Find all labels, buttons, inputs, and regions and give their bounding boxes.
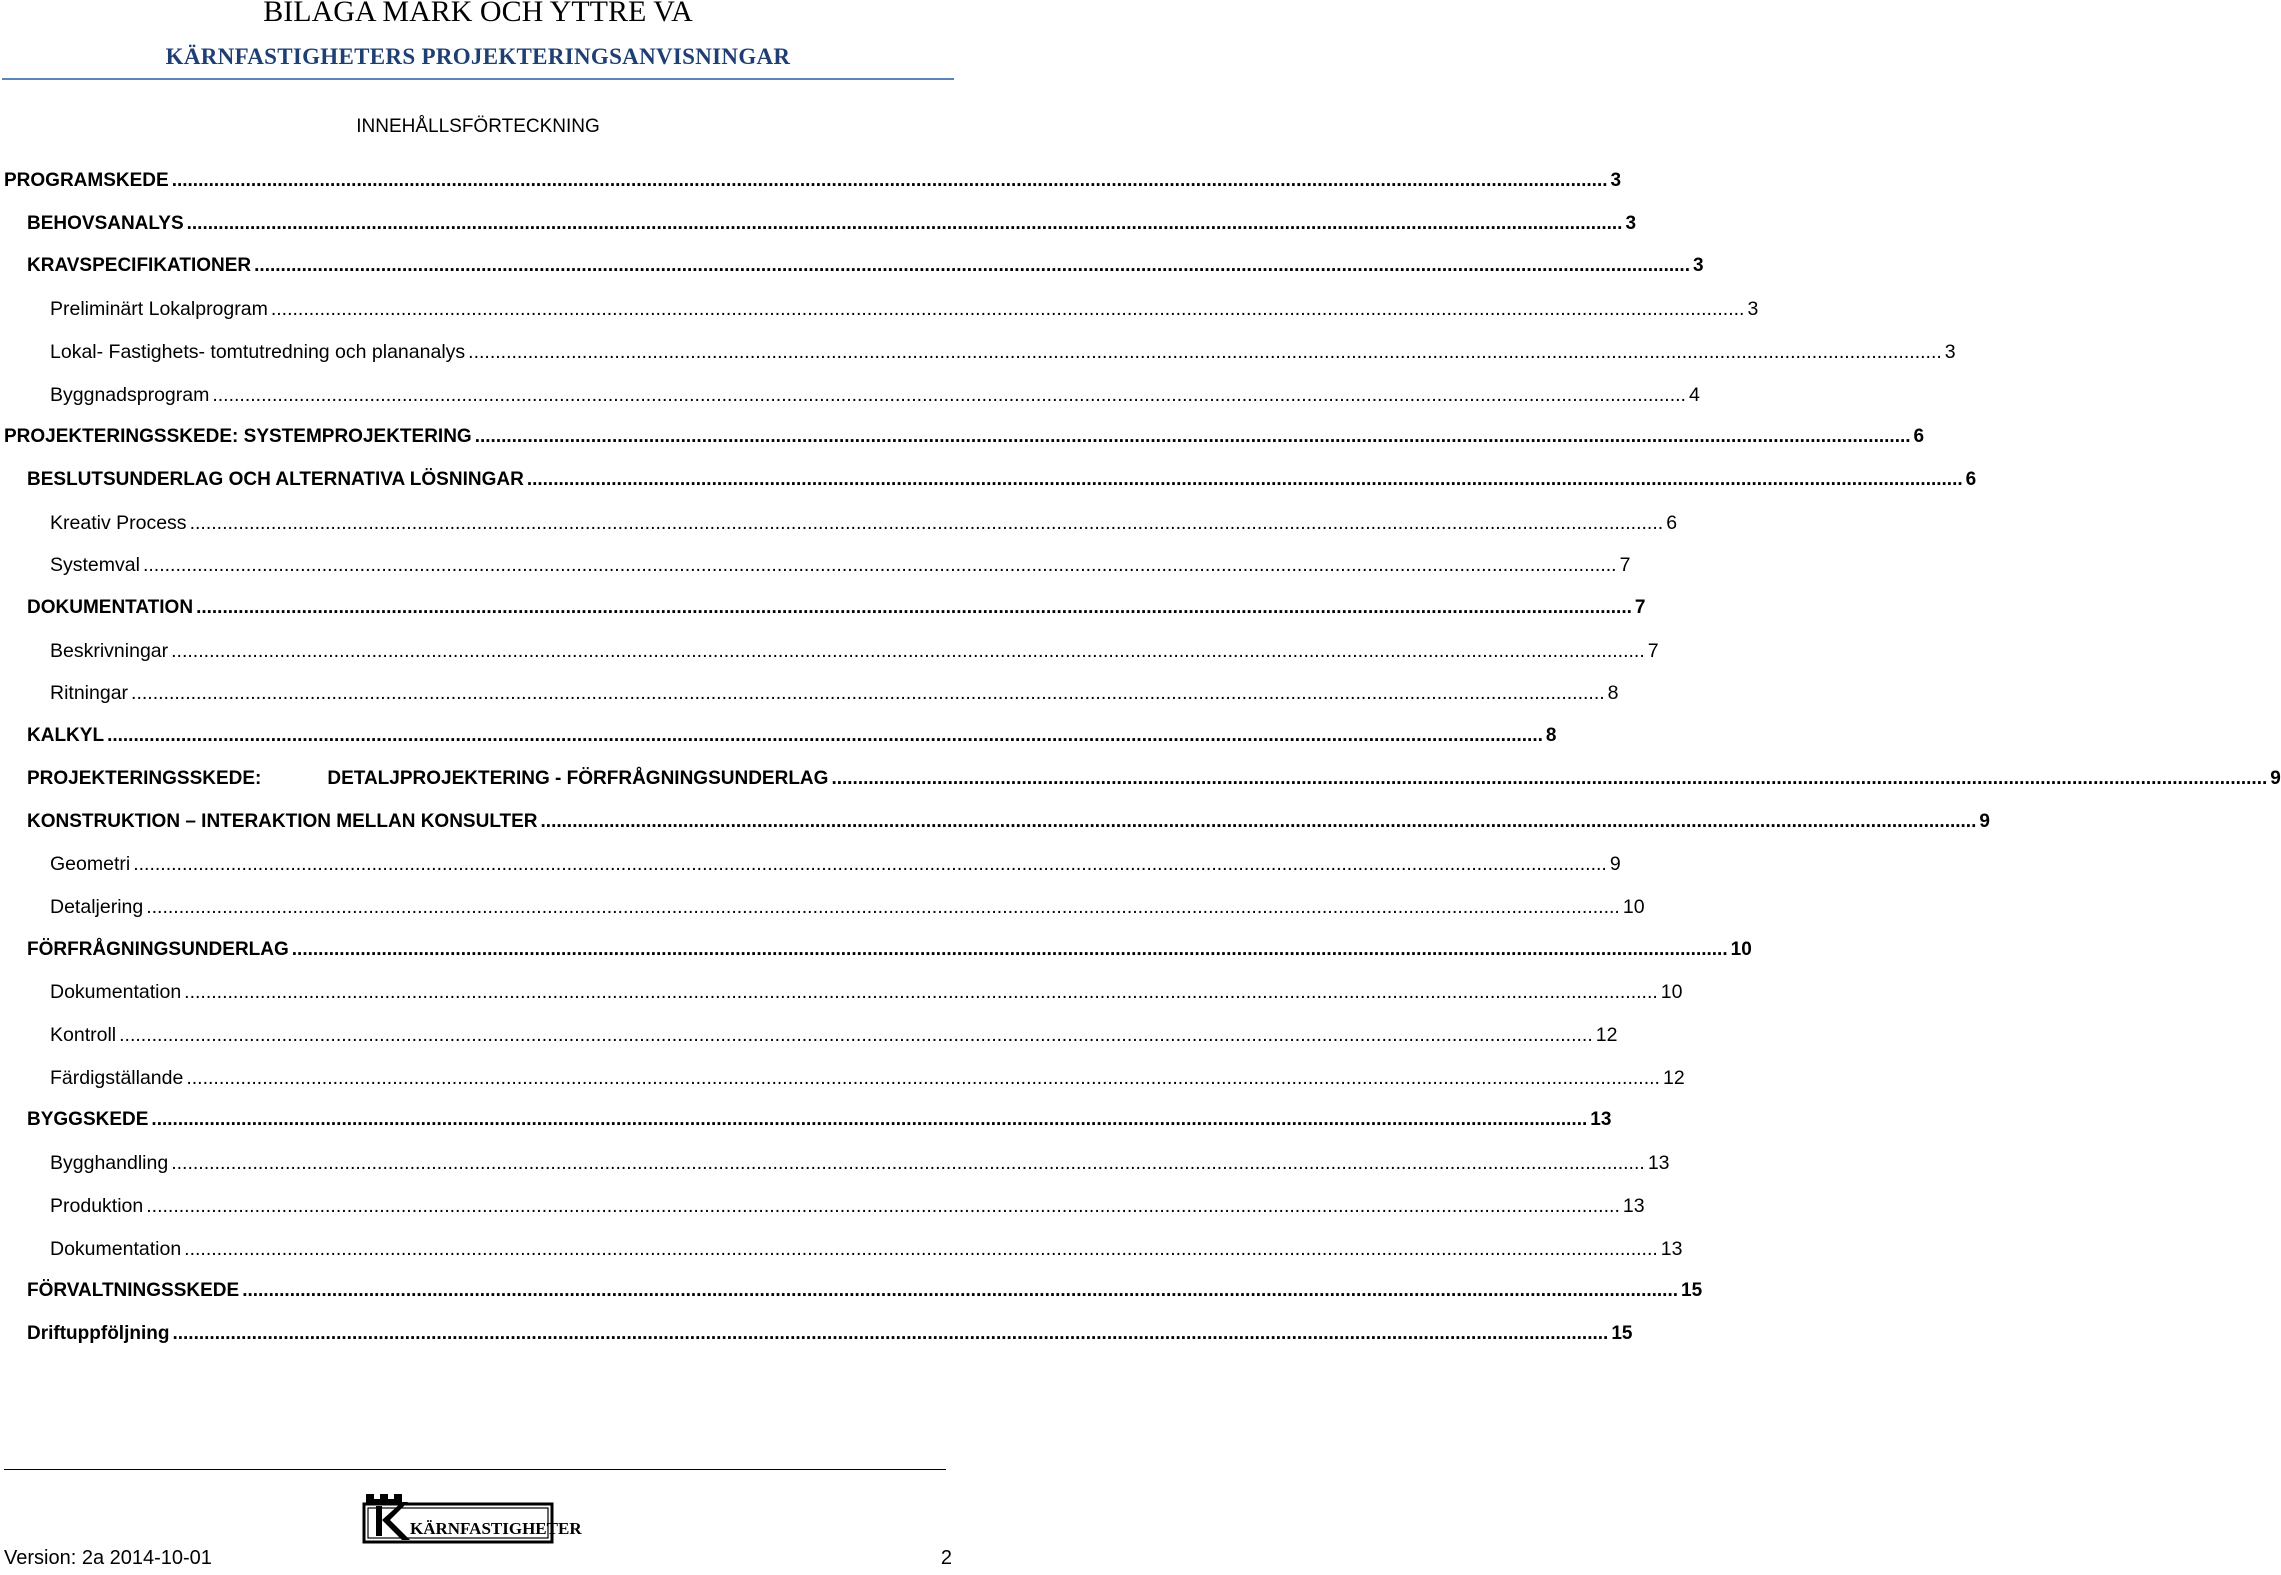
toc-entry[interactable] <box>50 380 1700 410</box>
toc-entry-label: Systemval <box>50 554 140 577</box>
toc-dot-leader <box>171 636 1645 666</box>
toc-dot-leader <box>831 764 2267 794</box>
toc-entry-label: BESLUTSUNDERLAG OCH ALTERNATIVA LÖSNINGAR <box>27 468 524 490</box>
toc-entry-label: Byggnadsprogram <box>50 383 210 406</box>
toc-entry[interactable] <box>27 1276 1703 1306</box>
toc-entry-label: FÖRVALTNINGSSKEDE <box>27 1280 240 1302</box>
toc-entry[interactable] <box>50 892 1645 922</box>
toc-entry-page: 15 <box>1611 1322 1633 1344</box>
toc-entry-label-secondary: DETALJPROJEKTERING - FÖRFRÅGNINGSUNDERLAG <box>327 767 829 789</box>
toc-entry[interactable] <box>27 807 1990 837</box>
toc-entry-page: 13 <box>1590 1109 1612 1131</box>
toc-entry-label: Bygghandling <box>50 1152 169 1175</box>
toc-dot-leader <box>107 721 1543 751</box>
company-logo <box>362 1490 582 1548</box>
toc-entry-page: 6 <box>1965 468 1977 490</box>
toc-dot-leader <box>475 422 1911 452</box>
toc-dot-leader <box>171 1148 1645 1178</box>
toc-entry-label: Dokumentation <box>50 981 182 1004</box>
toc-entry[interactable] <box>50 337 1956 367</box>
toc-entry[interactable] <box>27 935 1752 965</box>
toc-dot-leader <box>527 465 1963 495</box>
toc-entry[interactable] <box>50 1020 1618 1050</box>
toc-entry-label: PROJEKTERINGSSKEDE: <box>27 767 262 789</box>
toc-entry-page: 6 <box>1666 511 1678 534</box>
toc-entry-label: Färdigställande <box>50 1066 184 1089</box>
header-title: BILAGA MARK OCH YTTRE VA <box>263 0 693 28</box>
toc-entry-page: 10 <box>1622 895 1645 918</box>
toc-entry[interactable] <box>50 1063 1685 1093</box>
toc-entry-label: Geometri <box>50 853 131 876</box>
toc-entry-page: 3 <box>1692 255 1704 277</box>
toc-dot-leader <box>172 166 1608 196</box>
toc-dot-leader <box>172 1319 1608 1349</box>
toc-entry[interactable] <box>27 764 2281 794</box>
toc-entry-page: 3 <box>1610 170 1622 191</box>
toc-entry-label: Beskrivningar <box>50 639 169 662</box>
toc-dot-leader <box>186 1063 1660 1093</box>
toc-entry[interactable] <box>27 593 1646 623</box>
toc-dot-leader <box>242 1276 1678 1306</box>
toc-entry-page: 7 <box>1647 639 1659 662</box>
toc-entry-page: 13 <box>1660 1237 1683 1260</box>
toc-entry-page: 3 <box>1625 212 1637 234</box>
toc-entry-label: KALKYL <box>27 725 105 747</box>
toc-dot-leader <box>119 1020 1593 1050</box>
toc-entry[interactable] <box>50 1191 1645 1221</box>
toc-entry-page: 9 <box>2270 767 2281 789</box>
toc-entry-label: Preliminärt Lokalprogram <box>50 298 268 321</box>
toc-entry-page: 10 <box>1730 938 1752 960</box>
toc-heading: INNEHÅLLSFÖRTECKNING <box>356 116 600 137</box>
toc-entry-label: Kreativ Process <box>50 511 187 534</box>
toc-entry-page: 9 <box>1609 853 1621 876</box>
toc-entry-page: 4 <box>1688 383 1700 406</box>
toc-dot-leader <box>143 550 1617 580</box>
toc-entry[interactable] <box>50 849 1621 879</box>
toc-entry[interactable] <box>50 294 1759 324</box>
toc-entry[interactable] <box>50 1148 1670 1178</box>
toc-entry-page: 15 <box>1681 1280 1703 1302</box>
toc-entry-page: 9 <box>1979 810 1990 832</box>
toc-entry-label: DOKUMENTATION <box>27 597 194 618</box>
toc-entry-page: 13 <box>1647 1152 1670 1175</box>
toc-dot-leader <box>184 977 1658 1007</box>
toc-dot-leader <box>131 678 1605 708</box>
toc-entry[interactable] <box>27 209 1637 239</box>
toc-entry-page: 8 <box>1607 682 1619 705</box>
toc-entry-page: 13 <box>1622 1194 1645 1217</box>
toc-entry-page: 3 <box>1747 298 1759 321</box>
toc-dot-leader <box>212 380 1686 410</box>
toc-entry[interactable] <box>4 166 1622 196</box>
header-subtitle: KÄRNFASTIGHETERS PROJEKTERINGSANVISNINGAR <box>165 44 791 69</box>
toc-dot-leader <box>190 508 1664 538</box>
toc-dot-leader <box>146 1191 1620 1221</box>
toc-entry-label: PROJEKTERINGSSKEDE: SYSTEMPROJEKTERING <box>4 426 472 448</box>
toc-entry-label: Ritningar <box>50 682 129 705</box>
toc-dot-leader <box>468 337 1942 367</box>
toc-entry-page: 8 <box>1545 725 1557 747</box>
toc-dot-leader <box>196 593 1632 623</box>
toc-dot-leader <box>146 892 1620 922</box>
footer-divider <box>4 1469 946 1470</box>
toc-entry-label: Dokumentation <box>50 1237 182 1260</box>
toc-dot-leader <box>254 251 1690 281</box>
toc-entry-label: BYGGSKEDE <box>27 1109 149 1131</box>
toc-entry-page: 10 <box>1660 981 1683 1004</box>
toc-entry-label: Driftuppföljning <box>27 1322 170 1344</box>
toc-entry[interactable] <box>50 550 1631 580</box>
header-divider <box>2 78 954 80</box>
toc-entry-page: 7 <box>1619 554 1631 577</box>
toc-dot-leader <box>541 807 1977 837</box>
toc-entry[interactable] <box>27 465 1977 495</box>
toc-entry-label: FÖRFRÅGNINGSUNDERLAG <box>27 938 289 960</box>
toc-dot-leader <box>184 1234 1658 1264</box>
toc-dot-leader <box>292 935 1728 965</box>
toc-dot-leader <box>271 294 1745 324</box>
toc-entry[interactable] <box>27 1319 1633 1349</box>
toc-dot-leader <box>151 1105 1587 1135</box>
toc-entry-label: KONSTRUKTION – INTERAKTION MELLAN KONSULTER <box>27 810 538 832</box>
toc-entry[interactable] <box>50 508 1678 538</box>
toc-entry[interactable] <box>27 1105 1612 1135</box>
toc-entry-page: 3 <box>1944 340 1956 363</box>
toc-entry-page: 6 <box>1913 426 1925 448</box>
toc-entry[interactable] <box>4 422 1925 452</box>
footer-version: Version: 2a 2014-10-01 <box>4 1547 212 1569</box>
toc-entry-page: 12 <box>1662 1066 1685 1089</box>
footer-page-number: 2 <box>940 1547 952 1569</box>
toc-entry[interactable] <box>27 251 1704 281</box>
toc-entry[interactable] <box>50 977 1683 1007</box>
toc-dot-leader <box>133 849 1607 879</box>
toc-entry[interactable] <box>27 721 1557 751</box>
toc-entry-page: 7 <box>1634 597 1646 618</box>
toc-dot-leader <box>187 209 1623 239</box>
toc-entry-label: Detaljering <box>50 895 144 918</box>
logo-wordmark: KÄRNFASTIGHETER <box>410 1519 582 1538</box>
toc-entry-label: PROGRAMSKEDE <box>4 170 169 191</box>
toc-entry[interactable] <box>50 636 1659 666</box>
toc-entry-label: Kontroll <box>50 1024 117 1046</box>
toc-entry-label: Lokal- Fastighets- tomtutredning och plananalys <box>50 340 466 363</box>
toc-entry[interactable] <box>50 678 1619 708</box>
toc-entry[interactable] <box>50 1234 1683 1264</box>
toc-entry-label: KRAVSPECIFIKATIONER <box>27 255 252 277</box>
toc-entry-label: Produktion <box>50 1194 144 1217</box>
toc-entry-page: 12 <box>1595 1024 1618 1046</box>
toc-entry-label: BEHOVSANALYS <box>27 212 184 234</box>
